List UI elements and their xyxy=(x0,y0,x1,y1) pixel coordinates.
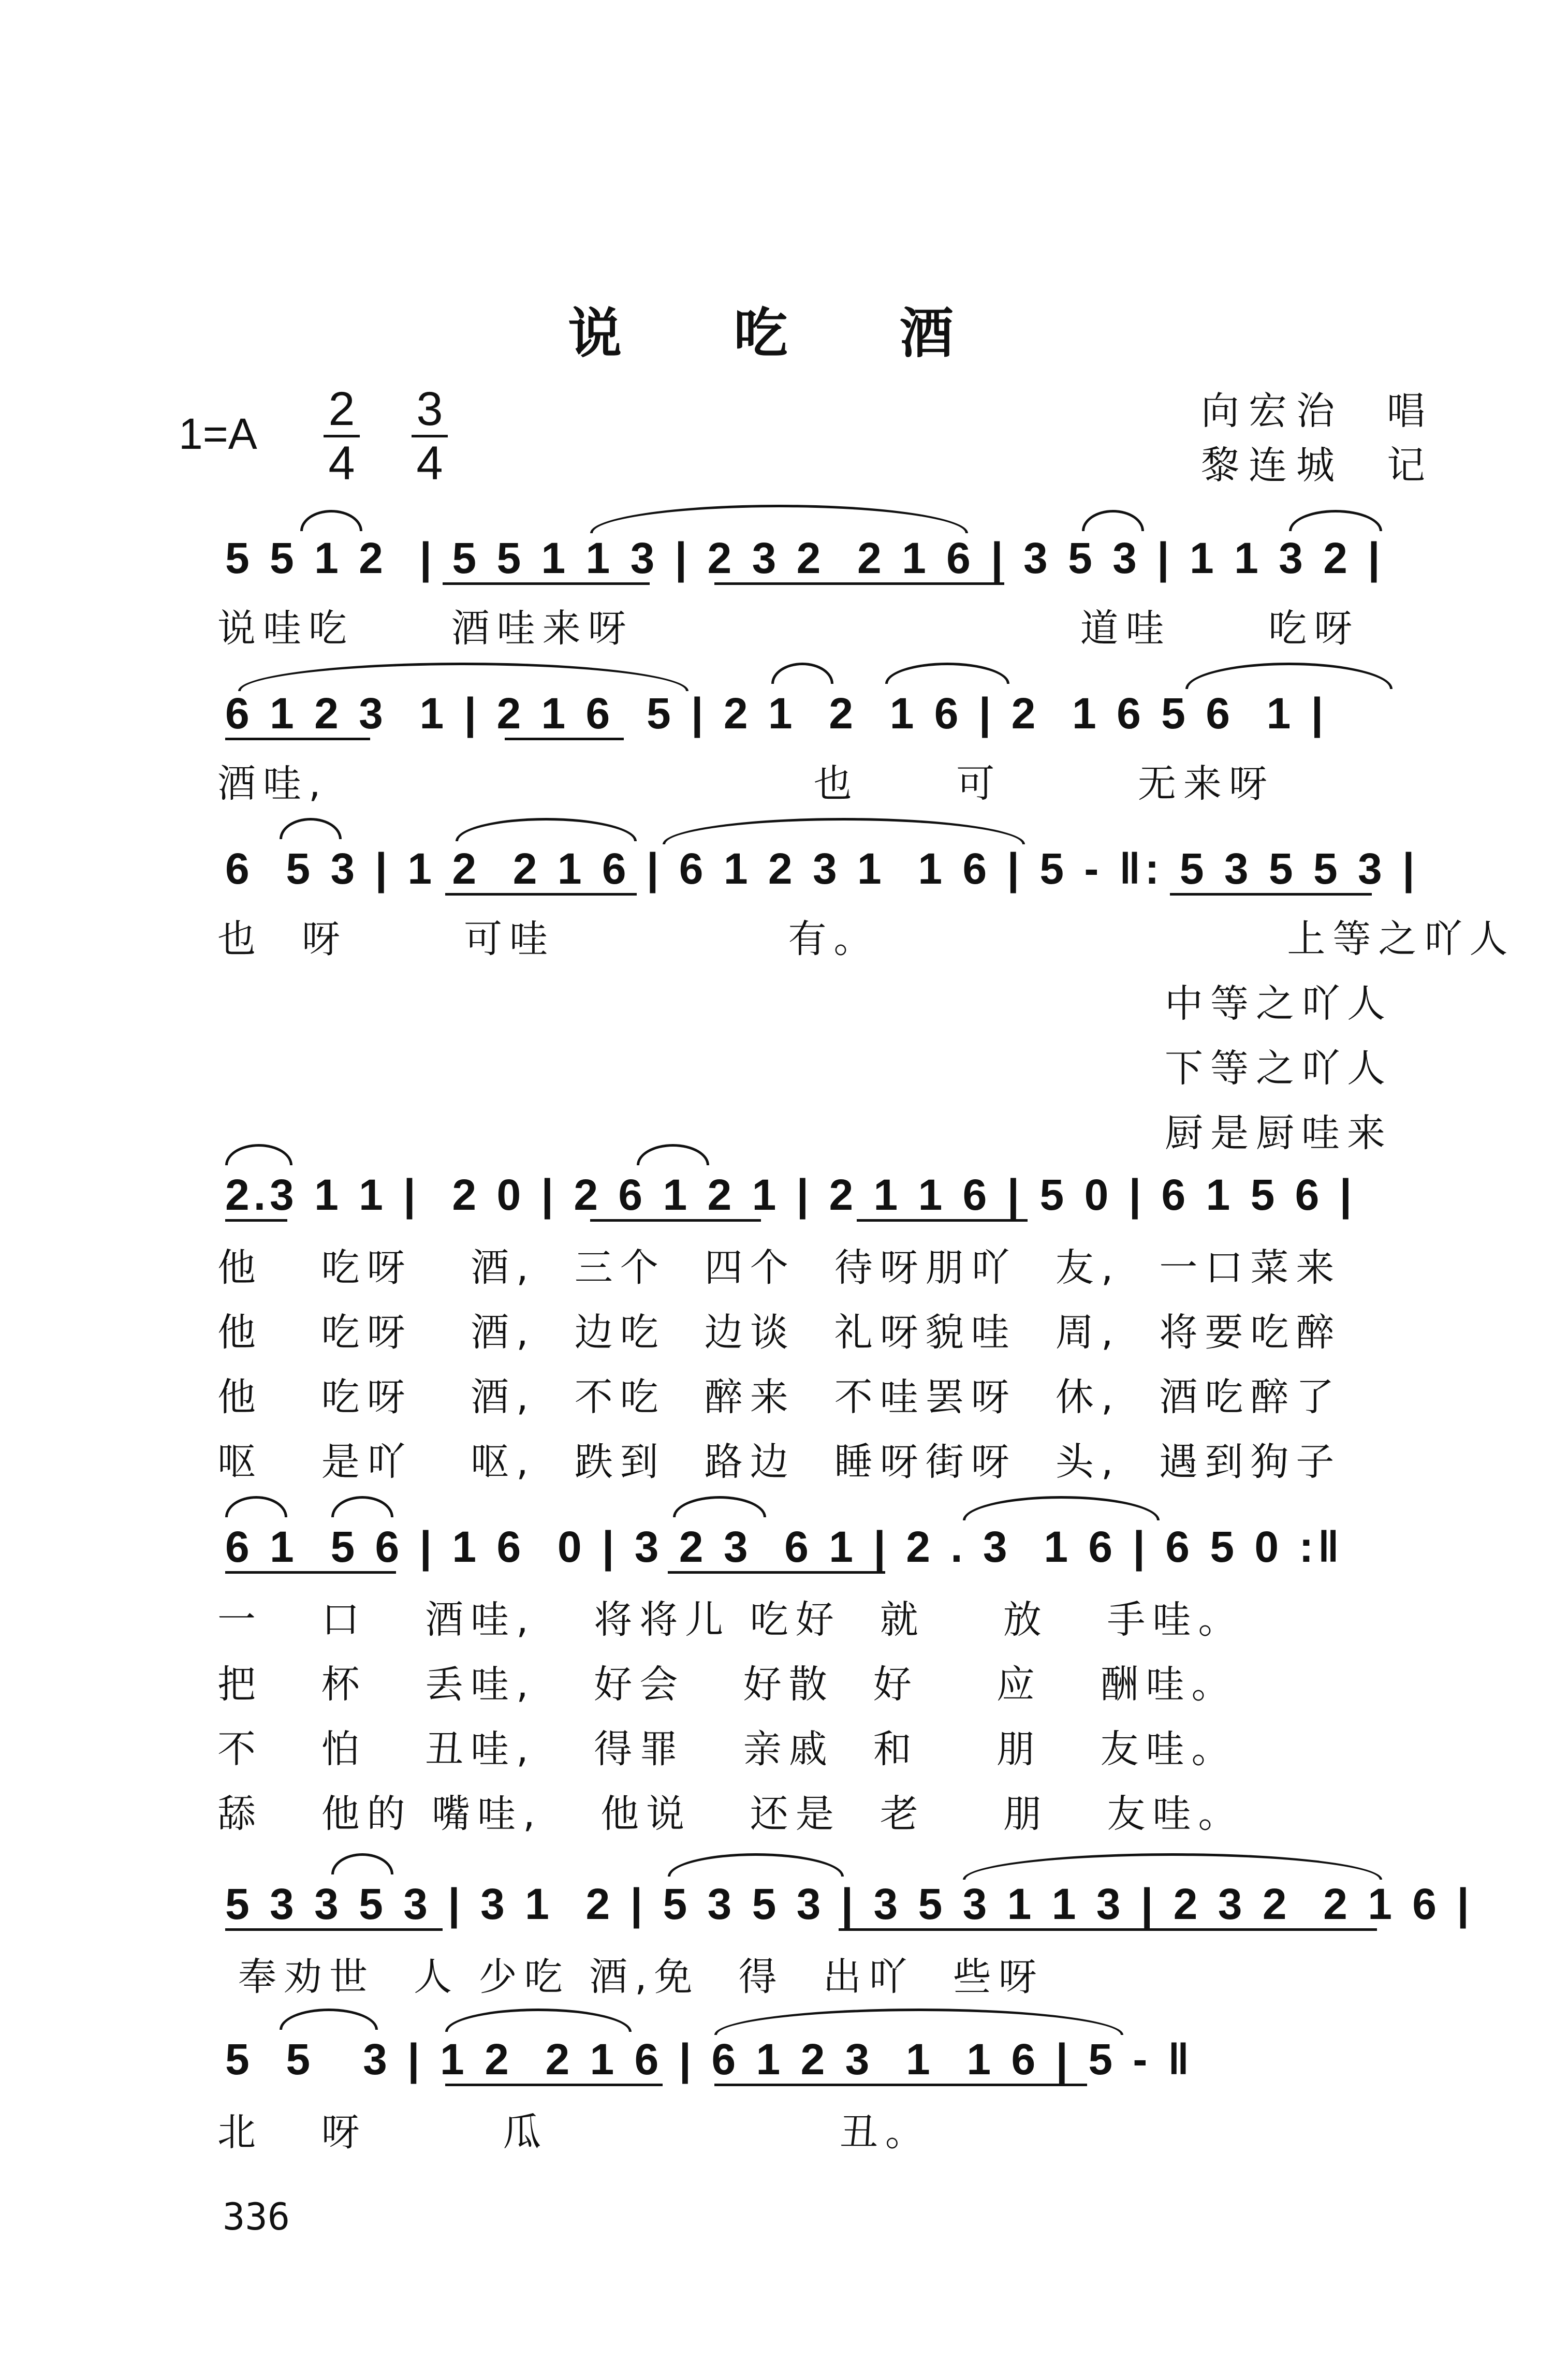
beam-underline xyxy=(1170,893,1372,896)
beam-underline xyxy=(590,1219,761,1222)
slur xyxy=(225,1496,287,1517)
notation-line: 6 1 2 3 1 | 2 1 6 5 | 2 1 2 1 6 | 2 1 6 5 6 1 | xyxy=(225,689,1328,738)
time-signature-denominator: 4 xyxy=(328,437,355,490)
slur xyxy=(331,1853,393,1874)
slur xyxy=(280,818,342,839)
lyric-line: 他 吃呀 酒, 三个 四个 待呀朋吖 友, 一口菜来 xyxy=(217,1245,1342,1290)
slur xyxy=(590,505,968,533)
lyric-line: 一 口 酒哇, 将将儿 吃好 就 放 手哇。 xyxy=(217,1598,1244,1642)
beam-underline xyxy=(714,2084,1087,2086)
notation-line: 6 5 3 | 1 2 2 1 6 | 6 1 2 3 1 1 6 | 5 - ‖: 5 3 5 5 3 | xyxy=(225,844,1419,893)
slur xyxy=(445,2009,632,2032)
lyric-line: 北 呀 瓜 丑。 xyxy=(217,2110,931,2155)
page-number: 336 xyxy=(223,2195,290,2238)
time-signature-numerator: 3 xyxy=(416,383,443,435)
slur xyxy=(668,1853,844,1877)
lyric-line: 舔 他的 嘴哇, 他说 还是 老 朋 友哇。 xyxy=(217,1792,1244,1836)
lyric-line: 也 呀 可哇 有。 上等之吖人 xyxy=(217,917,1515,961)
slur xyxy=(663,818,1025,844)
time-signature-denominator: 4 xyxy=(416,437,443,490)
slur xyxy=(963,1853,1382,1880)
lyric-line: 中等之吖人 xyxy=(1165,981,1393,1026)
lyric-line: 酒哇, 也 可 无来呀 xyxy=(217,761,1274,806)
beam-underline xyxy=(857,1219,1028,1222)
slur xyxy=(1082,510,1144,531)
beam-underline xyxy=(225,1928,443,1931)
beam-underline xyxy=(225,738,370,740)
slur xyxy=(714,2009,1123,2035)
recorder-credit: 黎连城 记 xyxy=(1201,443,1435,488)
notation-line: 5 5 3 | 1 2 2 1 6 | 6 1 2 3 1 1 6 | 5 - ‖ xyxy=(225,2035,1194,2084)
slur xyxy=(280,2009,378,2030)
lyric-line: 呕 是吖 呕, 跌到 路边 睡呀街呀 头, 遇到狗子 xyxy=(217,1440,1342,1484)
lyric-line: 奉劝世 人 少吃 酒,免 得 出吖 些呀 xyxy=(238,1955,1044,1999)
lyric-line: 说哇吃 酒哇来呀 道哇 吃呀 xyxy=(217,606,1360,651)
lyric-line: 不 怕 丑哇, 得罪 亲戚 和 朋 友哇。 xyxy=(217,1727,1237,1771)
notation-line: 6 1 5 6 | 1 6 0 | 3 2 3 6 1 | 2 . 3 1 6 | 6 5 0 :‖ xyxy=(225,1522,1344,1571)
slur xyxy=(1185,663,1393,689)
slur xyxy=(771,663,833,684)
beam-underline xyxy=(443,582,650,585)
beam-underline xyxy=(839,1928,1377,1931)
slur xyxy=(225,1144,292,1165)
beam-underline xyxy=(445,2084,663,2086)
singer-credit: 向宏治 唱 xyxy=(1201,389,1435,433)
lyric-line: 厨是厨哇来 xyxy=(1165,1111,1393,1155)
slur xyxy=(885,663,1009,684)
beam-underline xyxy=(445,893,637,896)
slur xyxy=(673,1496,766,1517)
time-signature-numerator: 2 xyxy=(328,383,355,435)
slur xyxy=(963,1496,1160,1520)
notation-line: 5 3 3 5 3 | 3 1 2 | 5 3 5 3 | 3 5 3 1 1 3 | 2 3 2 2 1 6 | xyxy=(225,1880,1473,1928)
time-signature-3-4 xyxy=(401,383,458,489)
lyric-line: 把 杯 丢哇, 好会 好散 好 应 酬哇。 xyxy=(217,1662,1237,1707)
notation-line: 5 5 1 2 | 5 5 1 1 3 | 2 3 2 2 1 6 | 3 5 3 | 1 1 3 2 | xyxy=(225,534,1384,582)
beam-underline xyxy=(225,1571,396,1574)
slur xyxy=(1289,510,1382,531)
slur xyxy=(331,1496,393,1517)
slur xyxy=(238,663,688,691)
beam-underline xyxy=(225,1219,287,1222)
lyric-line: 下等之吖人 xyxy=(1165,1046,1393,1091)
beam-underline xyxy=(505,738,624,740)
slur xyxy=(456,818,637,841)
lyric-line: 他 吃呀 酒, 不吃 醉来 不哇罢呀 休, 酒吃醉了 xyxy=(217,1375,1342,1419)
beam-underline xyxy=(668,1571,885,1574)
song-title: 说 吃 酒 xyxy=(568,302,1000,365)
lyric-line: 他 吃呀 酒, 边吃 边谈 礼呀貌哇 周, 将要吃醉 xyxy=(217,1310,1342,1355)
beam-underline xyxy=(714,582,1004,585)
key-signature: 1=A xyxy=(179,409,257,458)
notation-line: 2.3 1 1 | 2 0 | 2 6 1 2 1 | 2 1 1 6 | 5 0 | 6 1 5 6 | xyxy=(225,1170,1356,1219)
slur xyxy=(637,1144,709,1165)
slur xyxy=(300,510,362,531)
time-signature-2-4 xyxy=(313,383,370,489)
